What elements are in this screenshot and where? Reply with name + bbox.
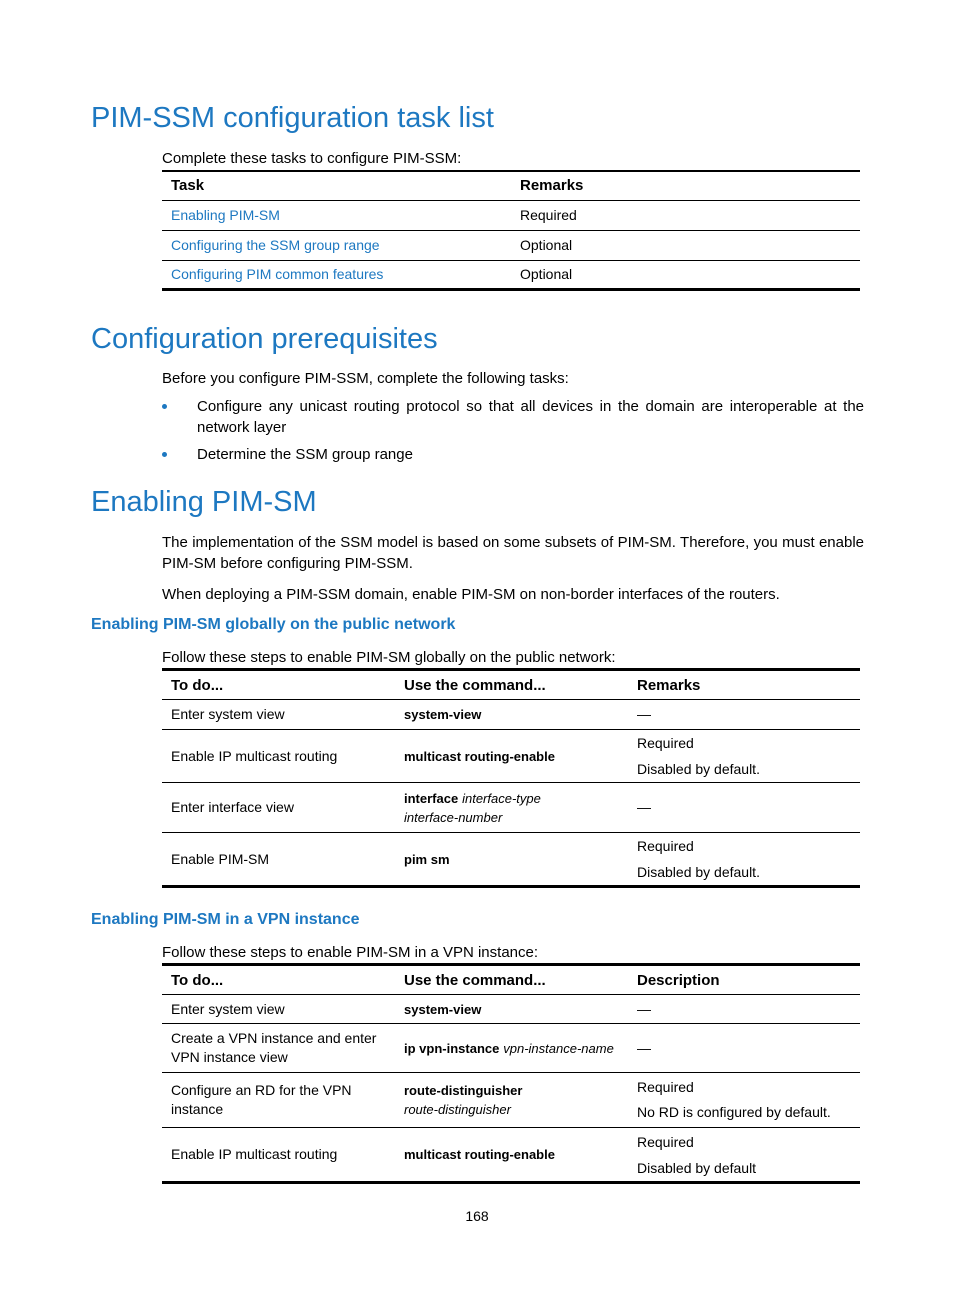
bullet-text: Configure any unicast routing protocol so that all devices in the domain are interoperable at the network layer [197, 398, 864, 436]
page-number: 168 [465, 1208, 489, 1224]
table-row [162, 1073, 860, 1128]
task-list-table [162, 170, 860, 291]
table-row [162, 230, 860, 260]
bullet-icon [162, 404, 167, 409]
heading-enabling-pim-sm: Enabling PIM-SM [91, 486, 317, 518]
table-row [162, 995, 860, 1024]
enabling-para-2: When deploying a PIM-SSM domain, enable PIM-SM on non-border interfaces of the routers. [162, 586, 780, 603]
vpn-instance-table [162, 963, 860, 1184]
col-remarks: Remarks [628, 670, 860, 700]
command-text: multicast routing-enable [404, 1147, 555, 1162]
description-cell: Required No RD is configured by default. [628, 1073, 860, 1128]
col-description: Description [628, 965, 860, 995]
table-row [162, 1128, 860, 1183]
table-row [162, 700, 860, 730]
remarks-cell: Optional [511, 230, 860, 260]
enabling-para-1: The implementation of the SSM model is based on some subsets of PIM-SM. Therefore, you must enable PIM-SM before configuring PIM-SSM. [162, 534, 864, 572]
table-row [162, 260, 860, 289]
col-todo: To do... [162, 965, 395, 995]
heading-task-list: PIM-SSM configuration task list [91, 102, 494, 134]
todo-cell: Configure an RD for the VPN instance [162, 1073, 395, 1128]
command-cell: route-distinguisher route-distinguisher [395, 1073, 628, 1128]
todo-cell: Enter system view [162, 995, 395, 1024]
public-network-table [162, 668, 860, 888]
description-cell: Required Disabled by default [637, 1133, 757, 1176]
todo-cell: Enable IP multicast routing [171, 1146, 338, 1162]
command-cell: interface interface-type interface-number [395, 783, 628, 833]
prerequisites-intro: Before you configure PIM-SSM, complete the following tasks: [162, 370, 569, 387]
col-task: Task [162, 171, 511, 200]
description-cell: — [628, 995, 860, 1024]
remarks-cell: Required [511, 200, 860, 230]
col-remarks: Remarks [511, 171, 860, 200]
table-row [162, 783, 860, 833]
todo-cell: Enable PIM-SM [171, 850, 270, 867]
col-command: Use the command... [395, 670, 628, 700]
link-configuring-ssm-group-range[interactable]: Configuring the SSM group range [171, 236, 380, 253]
command-text: system-view [404, 707, 482, 722]
remarks-cell: Optional [520, 265, 573, 282]
todo-cell: Enable IP multicast routing [162, 730, 395, 783]
heading-public-network: Enabling PIM-SM globally on the public network [91, 616, 456, 633]
description-cell: — [628, 1024, 860, 1073]
command-text: system-view [404, 1001, 482, 1017]
table-row [162, 1024, 860, 1073]
table-row [162, 730, 860, 783]
remarks-cell: Required Disabled by default. [637, 838, 760, 880]
remarks-cell: — [628, 783, 860, 833]
list-item [162, 396, 864, 438]
bullet-text: Determine the SSM group range [197, 446, 413, 463]
remarks-cell: — [628, 700, 860, 730]
table-row [162, 833, 860, 887]
todo-cell: Create a VPN instance and enter VPN instance view [162, 1024, 395, 1073]
todo-cell: Enter interface view [162, 783, 395, 833]
command-text: multicast routing-enable [404, 748, 555, 764]
remarks-cell: Required Disabled by default. [628, 730, 860, 783]
heading-prerequisites: Configuration prerequisites [91, 323, 438, 355]
table-row [162, 200, 860, 230]
task-list-intro: Complete these tasks to configure PIM-SSM: [162, 150, 462, 167]
todo-cell: Enter system view [162, 700, 395, 730]
col-todo: To do... [162, 670, 395, 700]
vpn-intro: Follow these steps to enable PIM-SM in a VPN instance: [162, 944, 539, 961]
bullet-icon [162, 452, 167, 457]
list-item [162, 444, 864, 465]
public-intro: Follow these steps to enable PIM-SM globally on the public network: [162, 649, 616, 666]
link-configuring-pim-common-features[interactable]: Configuring PIM common features [171, 265, 384, 282]
command-text: pim sm [404, 851, 450, 867]
heading-vpn-instance: Enabling PIM-SM in a VPN instance [91, 911, 360, 928]
link-enabling-pim-sm[interactable]: Enabling PIM-SM [171, 206, 280, 223]
command-cell: ip vpn-instance vpn-instance-name [395, 1024, 628, 1073]
col-command: Use the command... [395, 965, 628, 995]
